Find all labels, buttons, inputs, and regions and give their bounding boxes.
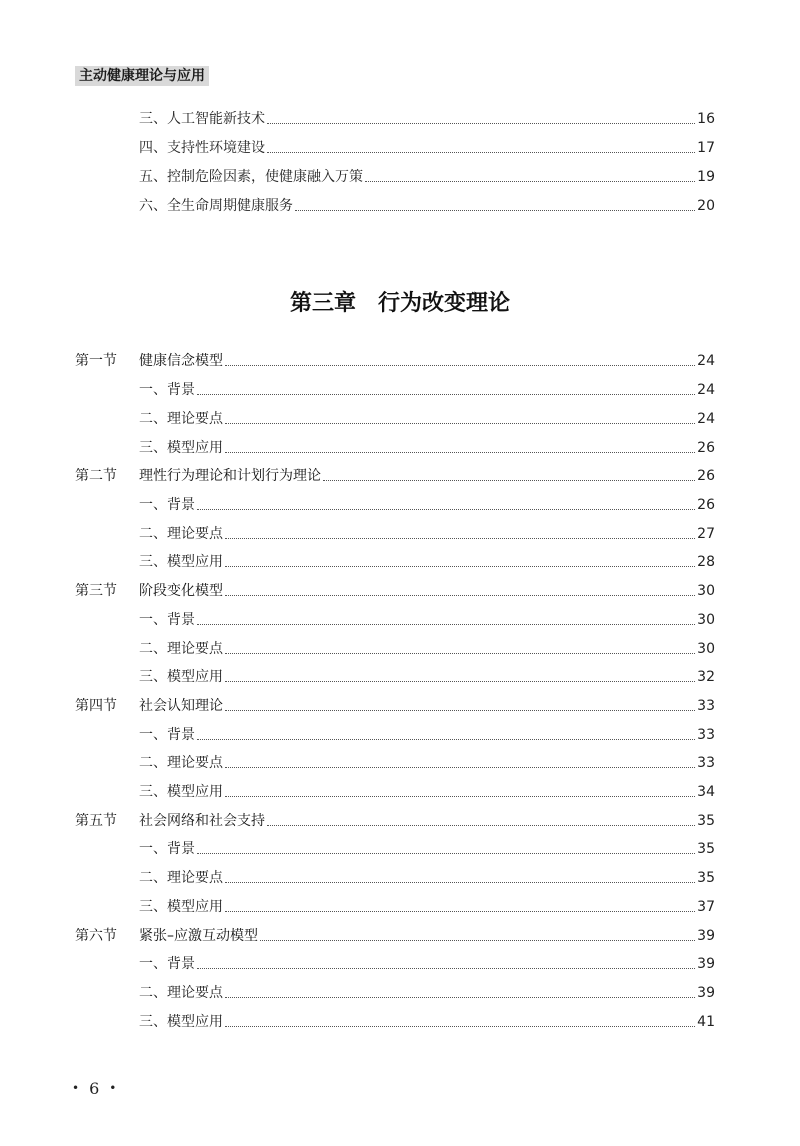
toc-section[interactable]	[75, 465, 715, 487]
toc-item-page: 20	[697, 198, 715, 214]
toc-item-page: 39	[697, 985, 715, 1001]
toc-item[interactable]	[75, 609, 715, 631]
toc-item-page: 33	[697, 755, 715, 771]
section-title: 社会认知理论	[139, 698, 223, 714]
toc-item-title: 一、背景	[139, 956, 195, 972]
toc-item-title: 六、全生命周期健康服务	[139, 198, 293, 214]
toc-item-title: 三、模型应用	[139, 1014, 223, 1030]
toc-item-page: 41	[697, 1014, 715, 1030]
toc-item-title: 一、背景	[139, 841, 195, 857]
section-page: 39	[697, 928, 715, 944]
section-page: 33	[697, 698, 715, 714]
toc-item-page: 24	[697, 411, 715, 427]
toc-item[interactable]	[75, 666, 715, 688]
toc-item-title: 三、模型应用	[139, 554, 223, 570]
dot-leader	[225, 997, 695, 998]
toc-item[interactable]	[75, 523, 715, 545]
toc-item[interactable]	[75, 982, 715, 1004]
toc-item-title: 一、背景	[139, 727, 195, 743]
toc-item[interactable]	[75, 166, 715, 188]
toc-item-title: 三、模型应用	[139, 899, 223, 915]
dot-leader	[365, 181, 695, 182]
toc-item-page: 28	[697, 554, 715, 570]
toc-item[interactable]	[75, 867, 715, 889]
dot-leader	[225, 710, 695, 711]
dot-leader	[225, 911, 695, 912]
section-page: 35	[697, 813, 715, 829]
toc-item-title: 三、模型应用	[139, 440, 223, 456]
toc-item[interactable]	[75, 752, 715, 774]
dot-leader	[225, 452, 695, 453]
section-title: 理性行为理论和计划行为理论	[139, 468, 321, 484]
toc-item-title: 一、背景	[139, 612, 195, 628]
toc-item[interactable]	[75, 108, 715, 130]
toc-section[interactable]	[75, 695, 715, 717]
dot-leader	[197, 853, 695, 854]
toc-item[interactable]	[75, 408, 715, 430]
page-number-value: 6	[89, 1079, 100, 1098]
toc-item-title: 二、理论要点	[139, 526, 223, 542]
toc-item-title: 二、理论要点	[139, 985, 223, 1001]
toc-item-page: 17	[697, 140, 715, 156]
dot-leader	[295, 210, 695, 211]
page-number	[72, 1078, 126, 1101]
toc-item-page: 32	[697, 669, 715, 685]
toc-item-page: 24	[697, 382, 715, 398]
section-title: 社会网络和社会支持	[139, 813, 265, 829]
toc-item[interactable]	[75, 896, 715, 918]
section-title: 健康信念模型	[139, 353, 223, 369]
chapter-title	[0, 286, 800, 320]
toc-item-page: 30	[697, 612, 715, 628]
toc-item-title: 四、支持性环境建设	[139, 140, 265, 156]
chapter-label: 第三章	[289, 290, 356, 316]
dot-leader	[225, 538, 695, 539]
toc-item-page: 30	[697, 641, 715, 657]
toc-item-page: 39	[697, 956, 715, 972]
dot-leader	[225, 653, 695, 654]
running-header: 主动健康理论与应用	[75, 66, 209, 86]
toc-item-title: 一、背景	[139, 382, 195, 398]
dot-leader	[225, 1026, 695, 1027]
toc-item[interactable]	[75, 838, 715, 860]
dot-leader	[260, 940, 695, 941]
section-page: 26	[697, 468, 715, 484]
dot-leader	[197, 394, 695, 395]
toc-item-title: 五、控制危险因素，使健康融入万策	[139, 169, 363, 185]
section-label: 第一节	[75, 353, 117, 369]
toc-item[interactable]	[75, 437, 715, 459]
section-label: 第六节	[75, 928, 117, 944]
section-page: 30	[697, 583, 715, 599]
toc-item-page: 26	[697, 497, 715, 513]
toc-item-title: 二、理论要点	[139, 411, 223, 427]
section-label: 第二节	[75, 468, 117, 484]
dot-leader	[225, 566, 695, 567]
toc-item-page: 35	[697, 841, 715, 857]
dot-leader	[323, 480, 695, 481]
toc-item[interactable]	[75, 494, 715, 516]
toc-item-title: 一、背景	[139, 497, 195, 513]
toc-item[interactable]	[75, 781, 715, 803]
toc-item[interactable]	[75, 551, 715, 573]
bullet-right: •	[109, 1081, 117, 1095]
dot-leader	[267, 825, 695, 826]
section-title: 紧张–应激互动模型	[139, 928, 258, 944]
toc-item-title: 三、模型应用	[139, 669, 223, 685]
dot-leader	[225, 882, 695, 883]
section-label: 第三节	[75, 583, 117, 599]
dot-leader	[267, 123, 695, 124]
toc-item-title: 二、理论要点	[139, 870, 223, 886]
toc-item-page: 27	[697, 526, 715, 542]
toc-section[interactable]	[75, 810, 715, 832]
section-label: 第五节	[75, 813, 117, 829]
dot-leader	[225, 423, 695, 424]
toc-item[interactable]	[75, 1011, 715, 1033]
toc-section[interactable]	[75, 350, 715, 372]
toc-item[interactable]	[75, 638, 715, 660]
dot-leader	[197, 739, 695, 740]
toc-item-title: 二、理论要点	[139, 755, 223, 771]
section-title: 阶段变化模型	[139, 583, 223, 599]
toc-item-page: 35	[697, 870, 715, 886]
toc-item[interactable]	[75, 379, 715, 401]
section-page: 24	[697, 353, 715, 369]
toc-item-title: 三、模型应用	[139, 784, 223, 800]
dot-leader	[225, 796, 695, 797]
dot-leader	[225, 365, 695, 366]
toc-item-page: 19	[697, 169, 715, 185]
dot-leader	[225, 767, 695, 768]
toc-item-page: 16	[697, 111, 715, 127]
dot-leader	[225, 595, 695, 596]
toc-item[interactable]	[75, 137, 715, 159]
toc-item[interactable]	[75, 724, 715, 746]
toc-section[interactable]	[75, 580, 715, 602]
section-label: 第四节	[75, 698, 117, 714]
dot-leader	[267, 152, 695, 153]
toc-item-title: 三、人工智能新技术	[139, 111, 265, 127]
chapter-name: 行为改变理论	[378, 290, 511, 316]
dot-leader	[197, 509, 695, 510]
dot-leader	[197, 968, 695, 969]
dot-leader	[225, 681, 695, 682]
toc-item-page: 34	[697, 784, 715, 800]
toc-item-page: 26	[697, 440, 715, 456]
toc-item[interactable]	[75, 953, 715, 975]
bullet-left: •	[72, 1081, 80, 1095]
toc-item-title: 二、理论要点	[139, 641, 223, 657]
toc-section[interactable]	[75, 925, 715, 947]
dot-leader	[197, 624, 695, 625]
toc-item-page: 33	[697, 727, 715, 743]
toc-item[interactable]	[75, 195, 715, 217]
toc-item-page: 37	[697, 899, 715, 915]
